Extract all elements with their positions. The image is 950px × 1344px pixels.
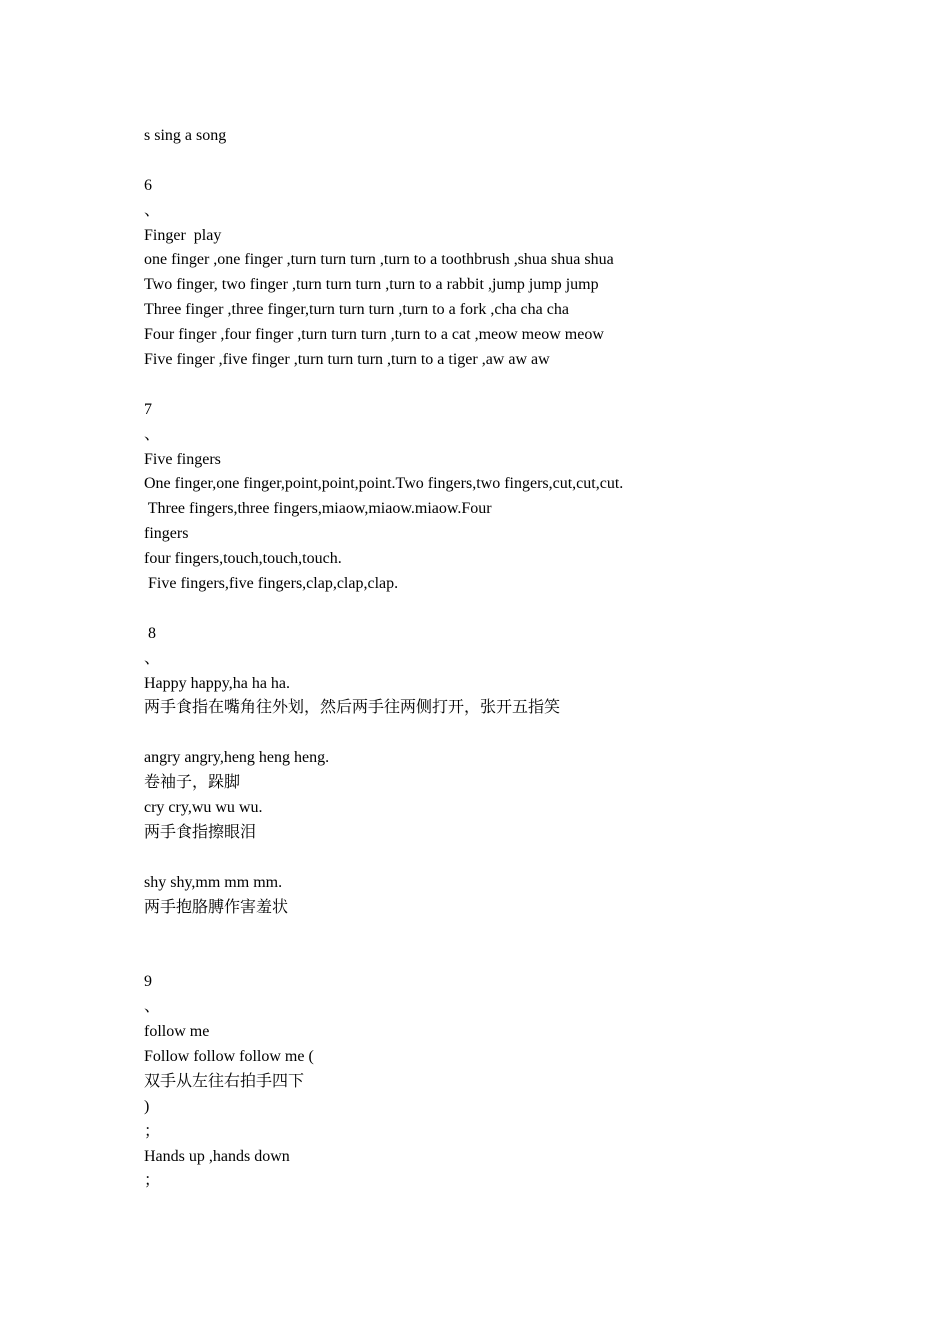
text-line: 两手抱胳膊作害羞状	[144, 898, 289, 916]
section-number: 8	[144, 624, 156, 642]
section-separator: 、	[144, 998, 161, 1016]
text-line: angry angry,heng heng heng.	[144, 749, 330, 767]
text-line: Three fingers,three fingers,miaow,miaow.miaow.Four	[144, 500, 492, 518]
text-line: ；	[144, 1172, 161, 1190]
blank-line	[144, 373, 844, 398]
text-line: Five fingers,five fingers,clap,clap,clap.	[144, 575, 399, 593]
text-line: cry cry,wu wu wu.	[144, 799, 263, 817]
section-title: follow me	[144, 1023, 210, 1041]
text-line: one finger ,one finger ,turn turn turn ,turn to a toothbrush ,shua shua shua	[144, 251, 614, 269]
text-line: )	[144, 1097, 150, 1115]
text-line: fingers	[144, 525, 189, 543]
text-line: Hands up ,hands down	[144, 1147, 290, 1165]
section-separator: 、	[144, 201, 161, 219]
blank-line	[144, 149, 844, 174]
document-body	[144, 124, 844, 1194]
text-line: 双手从左往右拍手四下	[144, 1072, 305, 1090]
text-line: Happy happy,ha ha ha.	[144, 674, 291, 692]
text-line: shy shy,mm mm mm.	[144, 873, 283, 891]
blank-line	[144, 846, 844, 871]
section-title: Finger play	[144, 226, 222, 244]
text-line: 卷袖子，跺脚	[144, 774, 241, 792]
blank-line	[144, 597, 844, 622]
text-line: four fingers,touch,touch,touch.	[144, 550, 342, 568]
text-line: Follow follow follow me (	[144, 1047, 314, 1065]
text-line: ；	[144, 1122, 161, 1140]
text-line: s sing a song	[144, 127, 227, 144]
text-line: Two finger, two finger ,turn turn turn ,turn to a rabbit ,jump jump jump	[144, 276, 599, 294]
text-line: 两手食指擦眼泪	[144, 823, 257, 841]
text-line: One finger,one finger,point,point,point.Two fingers,two fingers,cut,cut,cut.	[144, 475, 624, 493]
section-separator: 、	[144, 649, 161, 667]
blank-line	[144, 721, 844, 746]
section-number: 6	[144, 176, 152, 194]
blank-line	[144, 921, 844, 971]
section-number: 7	[144, 400, 152, 418]
text-line: Four finger ,four finger ,turn turn turn ,turn to a cat ,meow meow meow	[144, 326, 604, 344]
section-separator: 、	[144, 425, 161, 443]
section-number: 9	[144, 973, 152, 991]
text-line: Five finger ,five finger ,turn turn turn ,turn to a tiger ,aw aw aw	[144, 351, 550, 369]
text-line: Three finger ,three finger,turn turn turn ,turn to a fork ,cha cha cha	[144, 301, 569, 319]
section-title: Five fingers	[144, 450, 221, 468]
text-line: 两手食指在嘴角往外划，然后两手往两侧打开，张开五指笑	[144, 699, 561, 717]
